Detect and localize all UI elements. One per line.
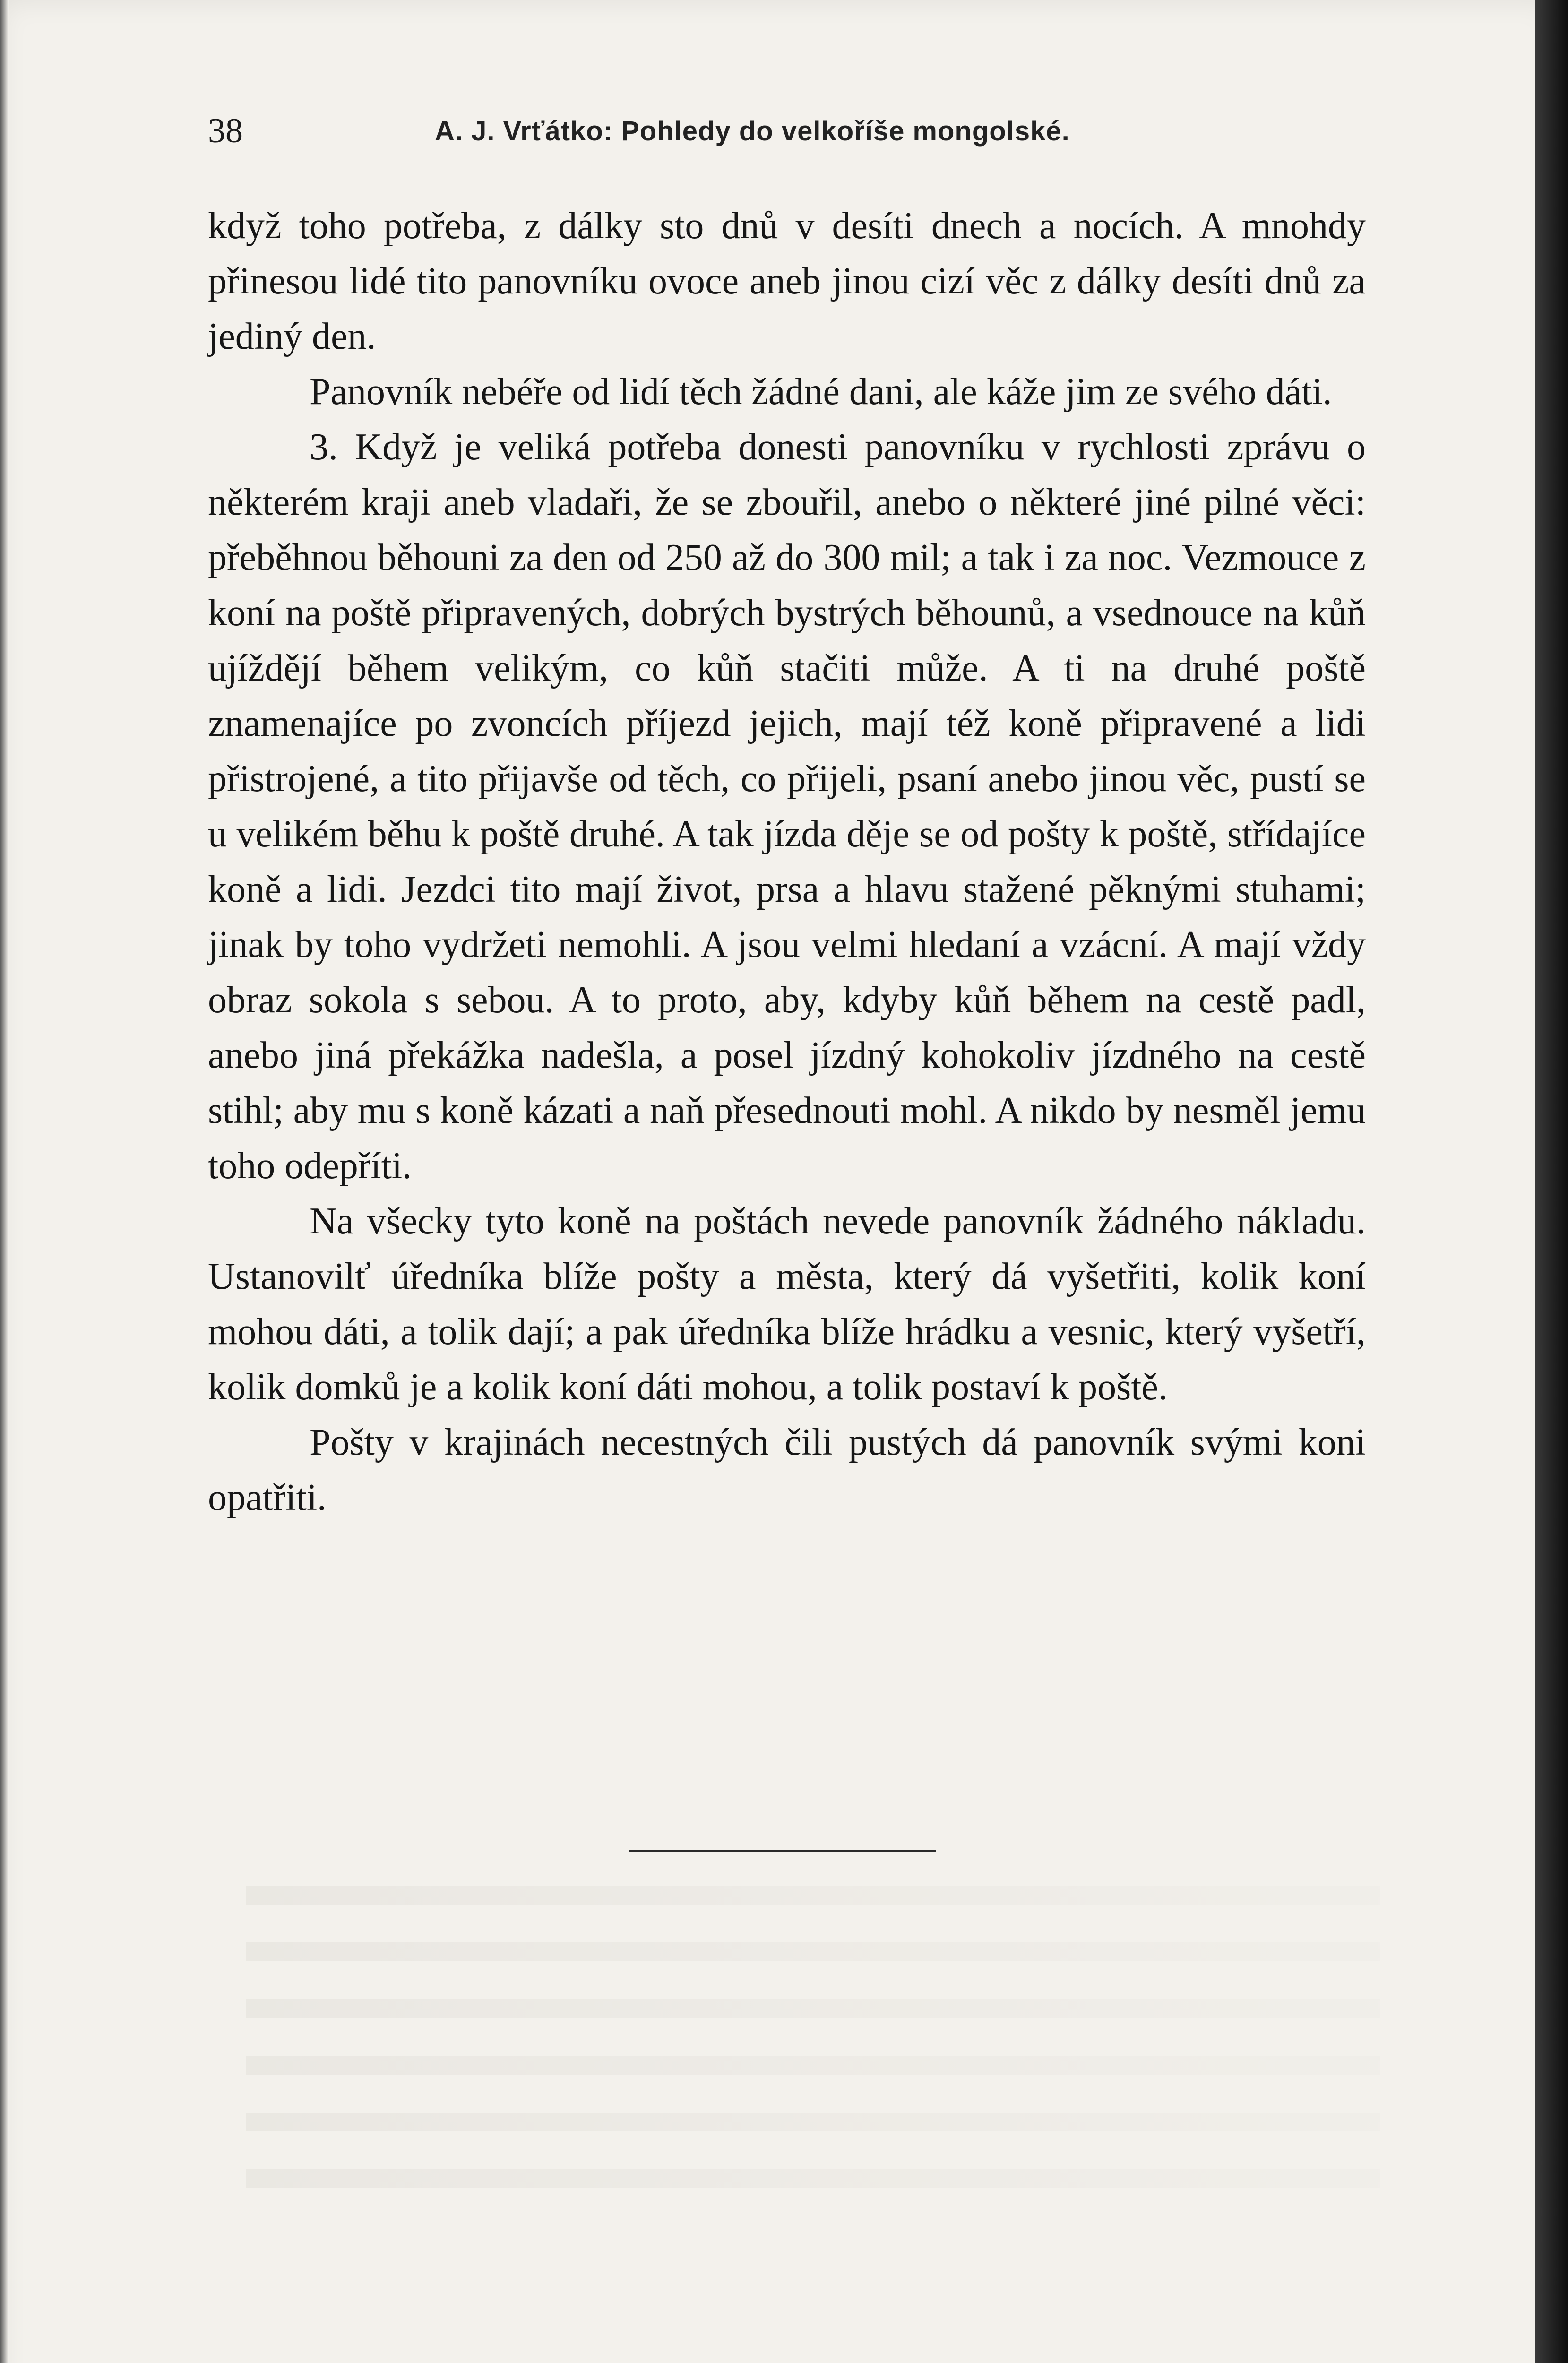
bleed-through-line bbox=[246, 1886, 1380, 1905]
page-header bbox=[208, 105, 1366, 157]
section-end-rule bbox=[629, 1850, 936, 1852]
paragraph: Pošty v krajinách necestných čili pustých dá panovník svými koni opatřiti. bbox=[208, 1422, 1366, 1518]
paragraph: když toho potřeba, z dálky sto dnů v desíti dnech a nocích. A mnohdy přinesou lidé tito panovníku ovoce aneb jinou cizí věc z dálky desíti dnů za jediný den. bbox=[208, 205, 1366, 357]
bleed-through-line bbox=[246, 1999, 1380, 2018]
scan-dark-edge bbox=[1535, 0, 1568, 2363]
paragraph: Na všecky tyto koně na poštách nevede panovník žádného nákladu. Ustanovilť úředníka blíže pošty a města, který dá vyšetřiti, kolik koní mohou dáti, a tolik dají; a pak úředníka blíže hrádku a vesnic, který vyšetří, kolik domků je a kolik koní dáti mohou, a tolik postaví k poště. bbox=[208, 1200, 1366, 1408]
bleed-through-line bbox=[246, 2056, 1380, 2075]
page-left-edge bbox=[0, 0, 9, 2363]
paragraph: Panovník nebéře od lidí těch žádné dani, ale káže jim ze svého dáti. bbox=[310, 371, 1332, 413]
body-text bbox=[208, 198, 1366, 1526]
paragraph: 3. Když je veliká potřeba donesti panovníku v rychlosti zprávu o některém kraji aneb vladaři, že se zbouřil, anebo o některé jiné pilné věci: přeběhnou běhouni za den od 250 až do 300 mil; a tak i za noc. Vezmouce z koní na poště připravených, dobrých bystrých běhounů, a vsednouce na kůň ujíždějí během velikým, co kůň stačiti může. A ti na druhé poště znamenajíce po zvoncích příjezd jejich, mají též koně připravené a lidi přistrojené, a tito přijavše od těch, co přijeli, psaní anebo jinou věc, pustí se u velikém běhu k poště druhé. A tak jízda děje se od pošty k poště, střídajíce koně a lidi. Jezdci tito mají život, prsa a hlavu stažené pěknými stuhami; jinak by toho vydržeti nemohli. A jsou velmi hledaní a vzácní. A mají vždy obraz sokola s sebou. A to proto, aby, kdyby kůň během na cestě padl, anebo jiná překážka nadešla, a posel jízdný kohokoliv jízdného na cestě stihl; aby mu s koně kázati a naň přesednouti mohl. A nikdo by nesměl jemu toho odepříti. bbox=[208, 426, 1366, 1187]
bleed-through-line bbox=[246, 2113, 1380, 2131]
bleed-through-line bbox=[246, 2169, 1380, 2188]
running-head: A. J. Vrťátko: Pohledy do velkoříše mongolské. bbox=[435, 116, 1070, 147]
bleed-through-line bbox=[246, 1942, 1380, 1961]
page-number: 38 bbox=[208, 112, 243, 150]
